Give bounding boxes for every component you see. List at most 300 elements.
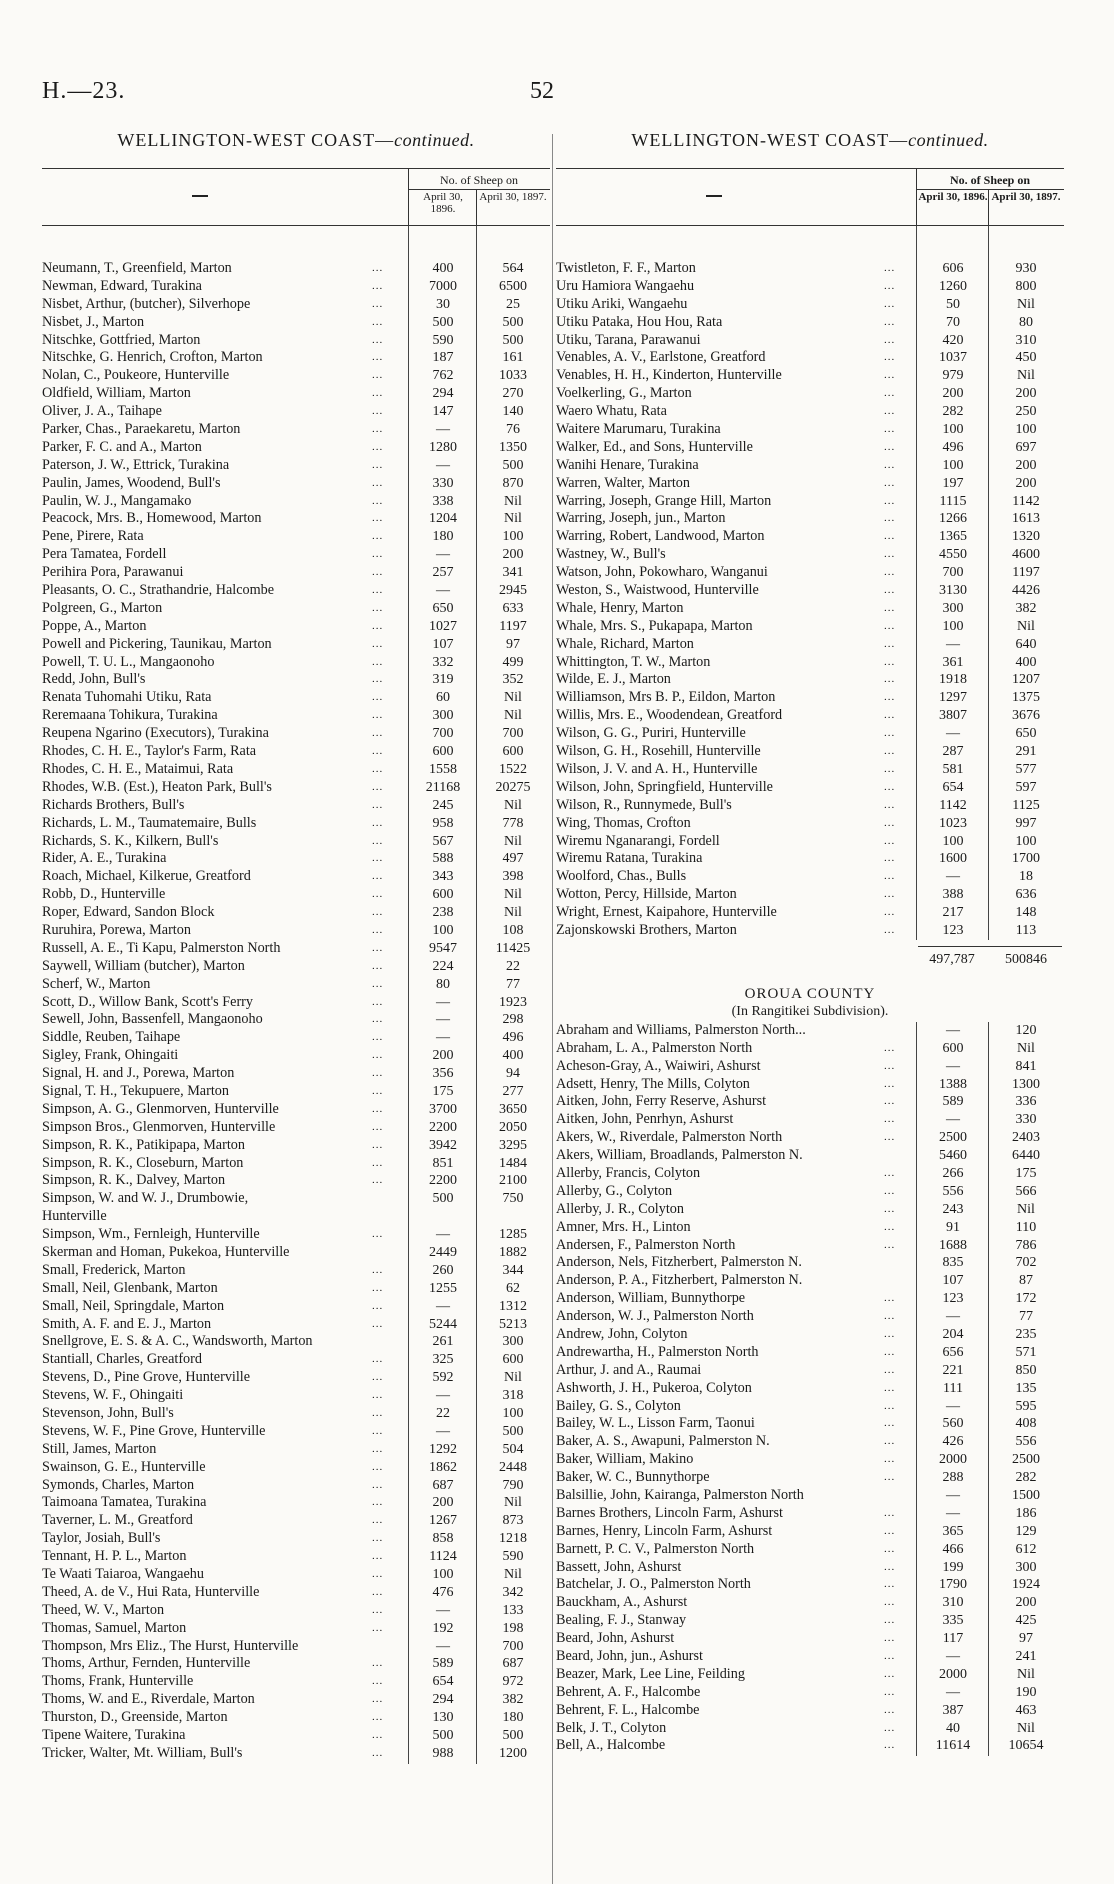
- sheep-1897: 800: [1015, 278, 1037, 294]
- sheep-1896: 91: [946, 1219, 960, 1235]
- table-row: [42, 761, 550, 779]
- sheep-1896: 100: [432, 922, 454, 938]
- leader-dots: ...: [372, 1711, 384, 1724]
- owner-name: Newman, Edward, Turakina: [42, 277, 202, 294]
- sheep-1897: 133: [502, 1602, 524, 1618]
- owner-name: Acheson-Gray, A., Waiwiri, Ashurst: [556, 1057, 761, 1074]
- sheep-1897: 310: [1015, 332, 1037, 348]
- owner-name: Beard, John, jun., Ashurst: [556, 1648, 703, 1665]
- sheep-1896: 266: [942, 1165, 964, 1181]
- owner-name: Whale, Henry, Marton: [556, 599, 684, 616]
- owner-name: Wilson, R., Runnymede, Bull's: [556, 796, 732, 813]
- sheep-1896: —: [436, 1638, 450, 1654]
- owner-name: Taimoana Tamatea, Turakina: [42, 1494, 207, 1511]
- sheep-1896: 243: [942, 1201, 964, 1217]
- owner-name: Thoms, W. and E., Riverdale, Marton: [42, 1691, 255, 1708]
- sheep-1896: 496: [942, 439, 964, 455]
- sheep-1897: 336: [1015, 1094, 1037, 1110]
- sheep-1897: 382: [502, 1692, 524, 1708]
- table-row: [42, 278, 550, 296]
- sheep-1896: —: [436, 1423, 450, 1439]
- sheep-1896: 1204: [429, 511, 457, 527]
- owner-name: Scott, D., Willow Bank, Scott's Ferry: [42, 993, 253, 1010]
- county-heading: OROUA COUNTY: [744, 985, 876, 1002]
- leader-dots: ...: [372, 959, 384, 972]
- sheep-1897: 556: [1015, 1434, 1037, 1450]
- sheep-1896: 30: [436, 296, 450, 312]
- leader-dots: ...: [372, 1407, 384, 1419]
- leader-dots: ...: [884, 1184, 896, 1197]
- sheep-1897: Nil: [1017, 1666, 1035, 1682]
- leader-dots: ...: [372, 351, 384, 364]
- sheep-1897: 597: [1015, 779, 1037, 795]
- table-row: [42, 564, 550, 582]
- header-1897: April 30, 1897.: [479, 191, 547, 203]
- sheep-1897: 1218: [499, 1531, 527, 1547]
- sheep-1896: 1267: [429, 1513, 457, 1529]
- sheep-1897: 841: [1015, 1058, 1037, 1074]
- sheep-1897: 135: [1015, 1380, 1037, 1396]
- owner-name: Aitken, John, Ferry Reserve, Ashurst: [556, 1093, 767, 1110]
- leader-dots: ...: [884, 1739, 896, 1752]
- header-dash: [706, 195, 722, 197]
- table-row: [42, 528, 550, 546]
- sheep-1897: 408: [1015, 1416, 1037, 1432]
- sheep-1896: 287: [942, 744, 964, 760]
- sheep-1897: 1197: [1012, 565, 1040, 581]
- owner-name: Aitken, John, Penrhyn, Ashurst: [556, 1111, 734, 1128]
- right-table-body-a: [556, 260, 1064, 940]
- owner-name: Rhodes, W.B. (Est.), Heaton Park, Bull's: [42, 778, 272, 795]
- table-row: [42, 886, 550, 904]
- leader-dots: ...: [884, 297, 896, 310]
- leader-dots: ...: [372, 369, 384, 382]
- sheep-1896: 1260: [939, 278, 967, 294]
- sheep-1896: 356: [432, 1066, 454, 1082]
- sheep-1897: 500: [502, 332, 524, 348]
- owner-name: Perihira Pora, Parawanui: [42, 564, 184, 581]
- owner-name: Nisbet, J., Marton: [42, 313, 145, 330]
- owner-name: Thompson, Mrs Eliz., The Hurst, Hunterville: [42, 1637, 299, 1654]
- leader-dots: ...: [884, 637, 896, 650]
- leader-dots: ...: [884, 923, 896, 936]
- leader-dots: ...: [884, 780, 896, 793]
- sheep-1896: 654: [432, 1674, 454, 1690]
- sheep-1897: 250: [1015, 404, 1037, 420]
- sheep-1897: 298: [502, 1012, 524, 1028]
- table-row: [42, 833, 550, 851]
- sheep-1897: 200: [1015, 457, 1037, 473]
- sheep-1896: 3130: [939, 583, 967, 599]
- sheep-1896: 3700: [429, 1101, 457, 1117]
- table-row: [42, 1226, 550, 1244]
- owner-name: Anderson, William, Bunnythorpe: [556, 1290, 746, 1307]
- sheep-1896: 556: [942, 1183, 964, 1199]
- leader-dots: ...: [372, 762, 384, 775]
- sheep-1897: Nil: [1017, 296, 1035, 312]
- sheep-1896: 343: [432, 869, 454, 885]
- sheep-1896: 4550: [939, 547, 967, 563]
- table-row: [42, 1512, 550, 1530]
- sheep-1897: 270: [502, 386, 524, 402]
- owner-name: Thoms, Arthur, Fernden, Hunterville: [42, 1655, 251, 1672]
- table-row: [42, 1351, 550, 1369]
- left-column-title: WELLINGTON-WEST COAST—continued.: [117, 130, 475, 150]
- leader-dots: ...: [884, 458, 896, 471]
- sheep-1896: 1365: [939, 529, 967, 545]
- sheep-1897: 291: [1015, 744, 1037, 760]
- leader-dots: ...: [884, 1381, 896, 1394]
- table-row: [42, 1548, 550, 1566]
- table-row: [42, 922, 550, 940]
- sheep-1896: 319: [432, 672, 454, 688]
- sheep-1896: —: [946, 869, 960, 885]
- sheep-1897: 1300: [1012, 1076, 1040, 1092]
- sheep-1897: 1285: [499, 1227, 527, 1243]
- sheep-1896: 180: [432, 529, 454, 545]
- sheep-1897: 94: [506, 1066, 520, 1082]
- owner-name: Robb, D., Hunterville: [42, 886, 166, 903]
- sheep-1897: 10654: [1008, 1738, 1044, 1754]
- sheep-1896: 600: [432, 887, 454, 903]
- owner-name: Oldfield, William, Marton: [42, 385, 191, 402]
- sheep-1897: 344: [502, 1262, 524, 1278]
- owner-name: Abraham, L. A., Palmerston North: [556, 1039, 753, 1056]
- sheep-1896: 858: [432, 1531, 454, 1547]
- owner-name: Rider, A. E., Turakina: [42, 850, 167, 867]
- sheep-1897: 77: [506, 976, 520, 992]
- table-row: [42, 1137, 550, 1155]
- sheep-1896: 100: [432, 1567, 454, 1583]
- table-row: [42, 439, 550, 457]
- sheep-1897: 500: [502, 1728, 524, 1744]
- right-table-header: [556, 168, 1064, 226]
- leader-dots: ...: [884, 1632, 896, 1645]
- sheep-1897: 636: [1015, 887, 1037, 903]
- sheep-1897: 850: [1015, 1362, 1037, 1378]
- sheep-1896: 282: [942, 404, 964, 420]
- owner-name: Renata Tuhomahi Utiku, Rata: [42, 689, 212, 706]
- left-column: [42, 130, 550, 1763]
- sheep-1896: —: [436, 422, 450, 438]
- sheep-1897: 3676: [1012, 708, 1040, 724]
- sheep-1896: 1388: [939, 1076, 967, 1092]
- owner-name: Wright, Ernest, Kaipahore, Hunterville: [556, 904, 777, 921]
- sheep-1896: —: [946, 1398, 960, 1414]
- table-row: [42, 1584, 550, 1602]
- leader-dots: ...: [884, 727, 896, 740]
- leader-dots: ...: [884, 1238, 896, 1251]
- sheep-1897: 198: [502, 1620, 524, 1636]
- sheep-1896: —: [436, 457, 450, 473]
- sheep-1896: 294: [432, 1692, 454, 1708]
- owner-name: Stevens, W. F., Ohingaiti: [42, 1387, 184, 1404]
- table-row: [42, 546, 550, 564]
- leader-dots: ...: [884, 691, 896, 704]
- leader-dots: ...: [884, 1685, 896, 1698]
- table-row: [42, 1280, 550, 1298]
- leader-dots: ...: [372, 977, 384, 990]
- owner-name: Utiku Ariki, Wangaehu: [556, 295, 688, 312]
- sheep-1897: 873: [502, 1513, 524, 1529]
- sheep-1897: 200: [1015, 1595, 1037, 1611]
- right-table-body-b: [556, 1022, 1064, 1756]
- sheep-1897: 1924: [1012, 1577, 1040, 1593]
- sheep-1897: 1882: [499, 1244, 527, 1260]
- sheep-1896: 332: [432, 654, 454, 670]
- sheep-1897: 180: [502, 1710, 524, 1726]
- owner-name: Voelkerling, G., Marton: [556, 385, 692, 402]
- sheep-1897: 6500: [499, 278, 527, 294]
- leader-dots: ...: [372, 1156, 384, 1169]
- column-rule: [916, 226, 917, 940]
- owner-name: Belk, J. T., Colyton: [556, 1719, 667, 1736]
- owner-name: Wanihi Henare, Turakina: [556, 456, 699, 473]
- owner-name: Simpson, R. K., Closeburn, Marton: [42, 1154, 244, 1171]
- owner-name: Watson, John, Pokowharo, Wanganui: [556, 564, 768, 581]
- owner-name: Paterson, J. W., Ettrick, Turakina: [42, 456, 230, 473]
- sheep-1896: 192: [432, 1620, 454, 1636]
- sheep-1896: 11614: [935, 1738, 971, 1754]
- leader-dots: ...: [372, 1496, 384, 1509]
- sheep-1897: 463: [1015, 1702, 1037, 1718]
- leader-dots: ...: [372, 655, 384, 668]
- leader-dots: ...: [372, 1353, 384, 1366]
- leader-dots: ...: [372, 780, 384, 793]
- leader-dots: ...: [372, 1228, 384, 1241]
- owner-name: Nolan, C., Poukeore, Hunterville: [42, 367, 230, 384]
- leader-dots: ...: [884, 762, 896, 775]
- table-row: [42, 421, 550, 439]
- leader-dots: ...: [372, 262, 384, 274]
- owner-name: Anderson, Nels, Fitzherbert, Palmerston N.: [556, 1254, 802, 1271]
- sheep-1897: Nil: [504, 493, 522, 509]
- table-row: [42, 349, 550, 367]
- owner-name: Poppe, A., Marton: [42, 617, 147, 634]
- sheep-1897: 1125: [1012, 797, 1040, 813]
- owner-name: Simpson, A. G., Glenmorven, Hunterville: [42, 1100, 279, 1117]
- table-row: [42, 1566, 550, 1584]
- owner-name: Stevens, D., Pine Grove, Hunterville: [42, 1369, 251, 1386]
- sheep-1897: 186: [1015, 1505, 1037, 1521]
- sheep-1897: 1033: [499, 368, 527, 384]
- sheep-1896: 979: [942, 368, 964, 384]
- leader-dots: ...: [372, 1067, 384, 1080]
- owner-name: Warring, Joseph, Grange Hill, Marton: [556, 492, 772, 509]
- leader-dots: ...: [884, 1614, 896, 1627]
- sheep-1896: 762: [432, 368, 454, 384]
- owner-name: Thurston, D., Greenside, Marton: [42, 1709, 228, 1726]
- sheep-1896: 200: [432, 1048, 454, 1064]
- sheep-1896: 325: [432, 1352, 454, 1368]
- owner-name: Oliver, J. A., Taihape: [42, 403, 162, 420]
- owner-name: Taverner, L. M., Greatford: [42, 1512, 193, 1529]
- sheep-1896: 426: [942, 1434, 964, 1450]
- leader-dots: ...: [884, 1471, 896, 1484]
- sheep-1897: 161: [502, 350, 524, 366]
- leader-dots: ...: [372, 870, 384, 883]
- sheep-1897: 496: [502, 1030, 524, 1046]
- owner-name: Andersen, F., Palmerston North: [556, 1236, 736, 1253]
- sheep-1897: 571: [1015, 1344, 1037, 1360]
- sheep-1896: 1115: [939, 493, 967, 509]
- leader-dots: ...: [372, 888, 384, 901]
- owner-name: Simpson, R. K., Patikipapa, Marton: [42, 1136, 245, 1153]
- table-row: [42, 797, 550, 815]
- sheep-1896: 187: [432, 350, 454, 366]
- sheep-1897: 3650: [499, 1101, 527, 1117]
- leader-dots: ...: [372, 727, 384, 740]
- sheep-1897: 1522: [499, 761, 527, 777]
- table-row: [42, 1190, 550, 1208]
- leader-dots: ...: [372, 941, 384, 954]
- leader-dots: ...: [372, 1657, 384, 1670]
- sheep-1897: 400: [502, 1048, 524, 1064]
- leader-dots: ...: [372, 1514, 384, 1527]
- sheep-1896: 361: [942, 654, 964, 670]
- owner-name: Allerby, Francis, Colyton: [556, 1164, 701, 1181]
- sheep-1896: 700: [432, 726, 454, 742]
- sheep-1897: Nil: [504, 887, 522, 903]
- leader-dots: ...: [372, 530, 384, 543]
- owner-name: Stevenson, John, Bull's: [42, 1405, 174, 1421]
- owner-name: Willis, Mrs. E., Woodendean, Greatford: [556, 707, 783, 724]
- sheep-1896: 851: [432, 1155, 454, 1171]
- leader-dots: ...: [884, 655, 896, 668]
- sheep-1896: 40: [946, 1720, 960, 1736]
- leader-dots: ...: [372, 566, 384, 579]
- leader-dots: ...: [372, 494, 384, 507]
- owner-name: Behrent, F. L., Halcombe: [556, 1701, 700, 1718]
- owner-name: Polgreen, G., Marton: [42, 599, 163, 616]
- header-1896: April 30, 1896.: [918, 191, 988, 203]
- owner-name: Paulin, James, Woodend, Bull's: [42, 474, 221, 491]
- sheep-1896: 5460: [939, 1148, 967, 1164]
- owner-name: Woolford, Chas., Bulls: [556, 868, 687, 885]
- sheep-1896: 590: [432, 332, 454, 348]
- leader-dots: ...: [372, 423, 384, 436]
- owner-name: Akers, William, Broadlands, Palmerston N.: [556, 1147, 803, 1164]
- sheep-1897: 11425: [495, 940, 531, 956]
- sheep-1897: Nil: [1017, 618, 1035, 634]
- sheep-1896: 2000: [939, 1666, 967, 1682]
- leader-dots: ...: [884, 512, 896, 525]
- table-row: [42, 1745, 550, 1763]
- table-row: [42, 1602, 550, 1620]
- table-row: [42, 1155, 550, 1173]
- owner-name: Bauckham, A., Ashurst: [556, 1594, 688, 1611]
- sheep-1897: 108: [502, 922, 524, 938]
- sheep-1896: 260: [432, 1262, 454, 1278]
- sheep-1896: 175: [432, 1083, 454, 1099]
- sheep-1896: 500: [432, 1728, 454, 1744]
- leader-dots: ...: [372, 1478, 384, 1491]
- owner-name: Andrewartha, H., Palmerston North: [556, 1343, 759, 1360]
- sheep-1896: —: [436, 1227, 450, 1243]
- sheep-1896: —: [436, 994, 450, 1010]
- table-row: [42, 1065, 550, 1083]
- leader-dots: ...: [884, 1667, 896, 1680]
- leader-dots: ...: [884, 1166, 896, 1179]
- sheep-1897: 97: [506, 636, 520, 652]
- sheep-1896: 1280: [429, 439, 457, 455]
- sheep-1896: 835: [942, 1255, 964, 1271]
- leader-dots: ...: [884, 745, 896, 758]
- sheep-1896: 238: [432, 905, 454, 921]
- table-row: [42, 1441, 550, 1459]
- table-row: [42, 1316, 550, 1334]
- sheep-1896: 400: [432, 261, 454, 276]
- owner-name: Symonds, Charles, Marton: [42, 1476, 195, 1493]
- owner-name: Abraham and Williams, Palmerston North...: [556, 1021, 806, 1038]
- table-row: [42, 1298, 550, 1316]
- table-row: [42, 367, 550, 385]
- sheep-1896: 200: [432, 1495, 454, 1511]
- table-row: [42, 707, 550, 725]
- table-row: [42, 1673, 550, 1691]
- leader-dots: ...: [372, 1693, 384, 1706]
- sheep-1897: 697: [1015, 439, 1037, 455]
- owner-name: Ashworth, J. H., Pukeroa, Colyton: [556, 1379, 752, 1396]
- owner-name: Rhodes, C. H. E., Mataimui, Rata: [42, 760, 234, 777]
- owner-name: Bailey, G. S., Colyton: [556, 1397, 681, 1414]
- owner-name: Skerman and Homan, Pukekoa, Hunterville: [42, 1243, 290, 1260]
- sheep-1896: 1600: [939, 851, 967, 867]
- leader-dots: ...: [372, 440, 384, 453]
- header-sheep: No. of Sheep on: [949, 173, 1030, 187]
- table-row: [42, 1638, 550, 1656]
- sheep-1896: 476: [432, 1584, 454, 1600]
- sheep-1896: 988: [432, 1745, 454, 1761]
- sheep-1897: Nil: [504, 1495, 522, 1511]
- owner-name: Richards, L. M., Taumatemaire, Bulls: [42, 814, 257, 831]
- sheep-1896: 589: [942, 1094, 964, 1110]
- sheep-1897: 3295: [499, 1137, 527, 1153]
- leader-dots: ...: [884, 870, 896, 883]
- leader-dots: ...: [884, 1041, 896, 1054]
- sheep-1896: 100: [942, 457, 964, 473]
- leader-dots: ...: [372, 816, 384, 829]
- owner-name: Paulin, W. J., Mangamako: [42, 492, 192, 509]
- sheep-1897: 997: [1015, 815, 1037, 831]
- leader-dots: ...: [372, 906, 384, 919]
- owner-name: Simpson Bros., Glenmorven, Hunterville: [42, 1118, 276, 1135]
- owner-name: Wing, Thomas, Crofton: [556, 814, 691, 831]
- owner-name: Whale, Mrs. S., Pukapapa, Marton: [556, 617, 753, 634]
- leader-dots: ...: [372, 1568, 384, 1581]
- sheep-1897: 640: [1015, 636, 1037, 652]
- sheep-1897: 18: [1019, 869, 1033, 885]
- leader-dots: ...: [884, 440, 896, 453]
- table-row: [42, 1727, 550, 1745]
- sheep-1897: 100: [502, 529, 524, 545]
- table-row: [42, 1101, 550, 1119]
- owner-name: Amner, Mrs. H., Linton: [556, 1218, 691, 1235]
- sheep-1896: 1027: [429, 618, 457, 634]
- table-row: [42, 636, 550, 654]
- leader-dots: ...: [884, 1703, 896, 1716]
- sheep-1896: 100: [942, 618, 964, 634]
- owner-name: Snellgrove, E. S. & A. C., Wandsworth, Marton: [42, 1333, 313, 1350]
- owner-name: Theed, A. de V., Hui Rata, Hunterville: [42, 1583, 260, 1600]
- owner-name: Behrent, A. F., Halcombe: [556, 1683, 701, 1700]
- sheep-1897: 702: [1015, 1255, 1037, 1271]
- leader-dots: ...: [372, 691, 384, 704]
- leader-dots: ...: [372, 548, 384, 561]
- sheep-1897: Nil: [504, 905, 522, 921]
- owner-name: Hunterville: [42, 1208, 107, 1225]
- table-row: [42, 1494, 550, 1512]
